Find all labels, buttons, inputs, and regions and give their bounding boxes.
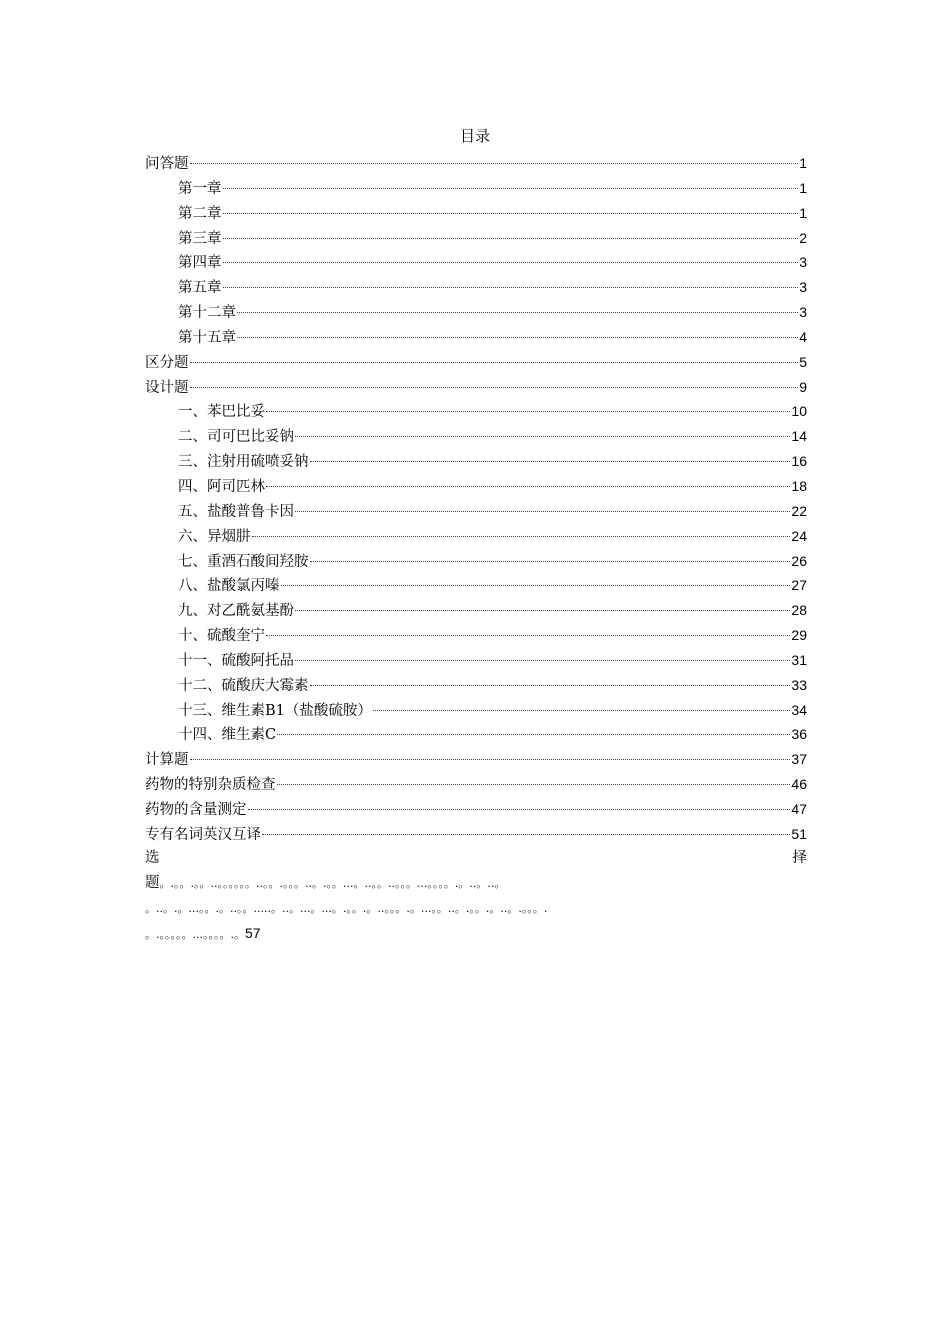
toc-leader-dots: [266, 411, 790, 412]
toc-page-number: 28: [791, 602, 807, 619]
toc-page-number: 1: [799, 204, 807, 221]
toc-entry[interactable]: [145, 151, 807, 176]
toc-entry-label: 第十五章: [178, 329, 236, 346]
toc-entry[interactable]: [145, 772, 807, 797]
toc-leader-dots: [252, 536, 791, 537]
toc-page-number: 1: [799, 179, 807, 196]
toc-page-number: 51: [791, 825, 807, 842]
toc-entry-line: [145, 896, 807, 921]
toc-leader-dots: [277, 784, 791, 785]
toc-page-number: 37: [791, 751, 807, 768]
toc-leader-dots: [190, 759, 791, 760]
toc-entry-label: 问答题: [145, 156, 189, 172]
toc-entry[interactable]: [145, 325, 807, 350]
toc-page-number: 34: [791, 701, 807, 718]
toc-leader-dots: [266, 635, 790, 636]
toc-entry-line: [145, 871, 807, 896]
toc-leader-dots: [223, 262, 799, 263]
toc-entry[interactable]: [145, 474, 807, 499]
toc-entry-label: 九、对乙酰氨基酚: [178, 603, 294, 620]
toc-entry-label: 第四章: [178, 255, 222, 272]
toc-leader-dots: [266, 486, 790, 487]
toc-page-number: 9: [799, 378, 807, 395]
toc-entry-label: 药物的特别杂质检查: [145, 777, 276, 794]
toc-page-number: 10: [791, 403, 807, 420]
toc-entry-label-start: 选: [145, 850, 160, 866]
toc-page-number: 29: [791, 627, 807, 644]
toc-entry[interactable]: [145, 424, 807, 449]
toc-entry-label: 计算题: [145, 752, 189, 769]
toc-entry-label: 第二章: [178, 205, 222, 222]
toc-entry[interactable]: [145, 499, 807, 524]
toc-entry[interactable]: [145, 623, 807, 648]
toc-leader-dots: [223, 238, 799, 239]
toc-page-number: 16: [791, 453, 807, 470]
toc-leader-dots: [281, 585, 791, 586]
toc-entry-multiple-choice[interactable]: [145, 846, 807, 945]
toc-entry-label: 十、硫酸奎宁: [178, 628, 265, 645]
toc-page-number: 47: [791, 800, 807, 817]
toc-page-number: 31: [791, 651, 807, 668]
toc-page-number: 46: [791, 776, 807, 793]
toc-entry-label: 第一章: [178, 180, 222, 197]
toc-entry[interactable]: [145, 449, 807, 474]
toc-entry-line: [145, 921, 807, 946]
toc-page-number: 24: [791, 527, 807, 544]
toc-entry-label: 三、注射用硫喷妥钠: [178, 454, 309, 471]
toc-entry-label: 药物的含量测定: [145, 801, 247, 818]
toc-entry-label: 第三章: [178, 230, 222, 247]
toc-leader-dots: 。.。。。。。...。。。。.。: [145, 927, 245, 941]
toc-entry[interactable]: [145, 549, 807, 574]
toc-entry-label-tail: 题: [145, 874, 160, 891]
toc-entry[interactable]: [145, 176, 807, 201]
toc-entry[interactable]: [145, 201, 807, 226]
toc-leader-dots: [310, 461, 791, 462]
toc-entry[interactable]: [145, 350, 807, 375]
toc-leader-dots: 。.。。.。。..。。。。。。..。。.。。。..。.。。...。..。。..。。。...。。。。.。..。..。: [159, 876, 506, 890]
toc-page-number: 14: [791, 428, 807, 445]
table-of-contents: [145, 151, 807, 847]
toc-title: 目录: [459, 127, 490, 145]
toc-page-number: 18: [791, 477, 807, 494]
toc-entry[interactable]: [145, 250, 807, 275]
toc-leader-dots: [295, 660, 790, 661]
toc-leader-dots: [237, 312, 798, 313]
toc-page-number: 3: [799, 254, 807, 271]
toc-entry-label: 十一、硫酸阿托品: [178, 652, 294, 669]
toc-leader-dots: [310, 561, 791, 562]
toc-page-number: 22: [791, 502, 807, 519]
toc-leader-dots: [237, 337, 798, 338]
toc-leader-dots: [295, 610, 790, 611]
toc-entry-label: 十二、硫酸庆大霉素: [178, 677, 309, 694]
toc-entry-label: 六、异烟肼: [178, 528, 251, 545]
toc-entry[interactable]: [145, 399, 807, 424]
toc-page-number: 5: [799, 353, 807, 370]
toc-entry[interactable]: [145, 598, 807, 623]
toc-entry[interactable]: [145, 797, 807, 822]
toc-entry-label: 五、盐酸普鲁卡因: [178, 503, 294, 520]
toc-leader-dots: 。..。.。...。。.。..。。.....。..。...。...。.。。.。..。。。.。...。。..。.。。.。..。.。。。.: [145, 901, 548, 915]
toc-entry[interactable]: [145, 573, 807, 598]
toc-leader-dots: [295, 436, 790, 437]
toc-entry-line: [145, 846, 807, 871]
toc-entry[interactable]: [145, 524, 807, 549]
toc-entry-label: 十四、维生素C: [178, 727, 277, 744]
toc-page-number: 27: [791, 577, 807, 594]
toc-leader-dots: [190, 362, 799, 363]
toc-entry-label: 十三、维生素B1（盐酸硫胺）: [178, 702, 372, 719]
toc-entry-label: 四、阿司匹林: [178, 478, 265, 495]
toc-entry-label: 七、重酒石酸间羟胺: [178, 553, 309, 570]
toc-entry-label: 专有名词英汉互译: [145, 826, 261, 843]
toc-entry-label: 八、盐酸氯丙嗪: [178, 578, 280, 595]
toc-entry[interactable]: [145, 300, 807, 325]
toc-entry[interactable]: [145, 275, 807, 300]
toc-leader-dots: [262, 834, 790, 835]
toc-leader-dots: [223, 188, 799, 189]
toc-entry[interactable]: [145, 698, 807, 723]
toc-leader-dots: [190, 387, 799, 388]
toc-entry-label: 区分题: [145, 354, 189, 371]
toc-page-number: 3: [799, 304, 807, 321]
toc-leader-dots: [373, 710, 791, 711]
toc-entry[interactable]: [145, 375, 807, 400]
toc-page-number: 3: [799, 279, 807, 296]
toc-page-number: 1: [799, 155, 807, 171]
toc-page-number: 26: [791, 552, 807, 569]
toc-entry[interactable]: [145, 648, 807, 673]
toc-entry-label: 设计题: [145, 379, 189, 396]
toc-page-number: 36: [791, 726, 807, 743]
toc-entry-label: 第十二章: [178, 305, 236, 322]
toc-entry[interactable]: [145, 822, 807, 847]
toc-entry-label: 第五章: [178, 280, 222, 297]
toc-page-number: 33: [791, 676, 807, 693]
toc-entry-label: 一、苯巴比妥: [178, 404, 265, 421]
toc-leader-dots: [223, 213, 799, 214]
toc-leader-dots: [223, 287, 799, 288]
toc-leader-dots: [310, 685, 791, 686]
toc-page-number: 4: [799, 328, 807, 345]
toc-leader-dots: [295, 511, 790, 512]
toc-page-number: 2: [799, 229, 807, 246]
toc-entry[interactable]: [145, 226, 807, 251]
toc-entry[interactable]: [145, 747, 807, 772]
toc-leader-dots: [248, 809, 791, 810]
toc-leader-dots: [190, 163, 799, 164]
toc-page-number: 57: [244, 924, 261, 941]
toc-entry-label-end: 择: [792, 850, 807, 866]
toc-leader-dots: [277, 734, 790, 735]
toc-entry[interactable]: [145, 673, 807, 698]
toc-entry[interactable]: [145, 722, 807, 747]
toc-entry-label: 二、司可巴比妥钠: [178, 429, 294, 446]
